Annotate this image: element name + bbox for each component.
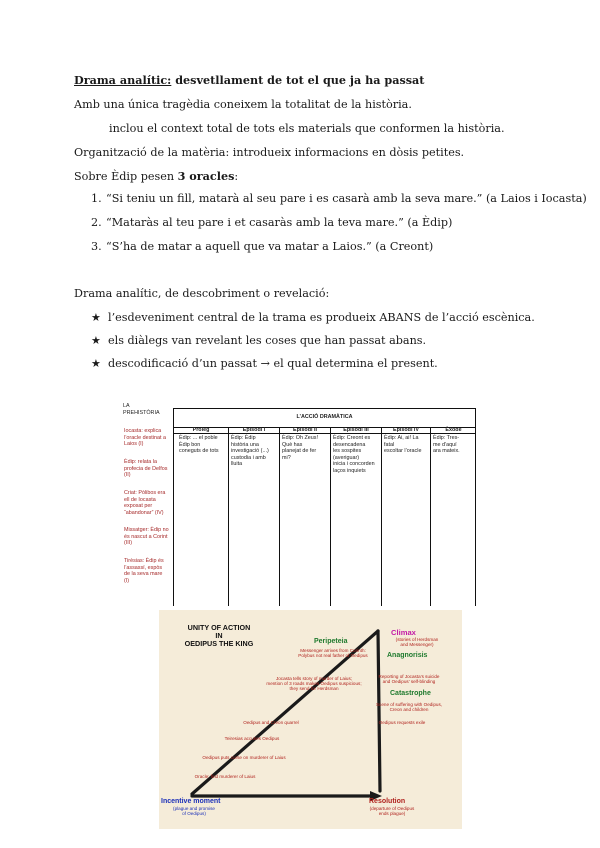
list-number: 2. <box>91 216 102 229</box>
list-text: “Si teniu un fill, matarà al seu pare i es casarà amb la seva mare.” (a Laios i Iocasta) <box>106 192 587 205</box>
paragraph-line-4 <box>74 169 238 183</box>
event-label: Oedipus requests exile <box>378 720 426 725</box>
catastrophe-label: Catastrophe <box>390 690 431 697</box>
peripeteia-note: Messenger arrives from Corinth: Polybus not real father of Oedipus <box>298 648 368 659</box>
list-text: descodificació d’un passat → el qual determina el present. <box>108 357 438 370</box>
list-text: l’esdeveniment central de la trama es produeix ABANS de l’acció escènica. <box>108 311 535 324</box>
paragraph-line-2: inclou el context total de tots els materials que conformen la història. <box>109 122 505 135</box>
line4-colon: : <box>234 170 239 183</box>
table-column-header: Episodi III <box>343 427 369 433</box>
section-heading: Drama analític, de descobriment o revelació: <box>74 287 330 300</box>
event-label: Reporting of Jocasta’s suicide and Oedipus’ self-blinding <box>378 674 440 685</box>
list-number: 3. <box>91 240 102 253</box>
star-icon: ★ <box>91 311 101 324</box>
table-column-header: Pròleg <box>192 427 210 433</box>
table-cell: Missatger: Èdip no és nascut a Corint (III) <box>124 527 169 547</box>
table-cell: Èdip: Tres- me d’aquí ara mateix. <box>433 435 460 455</box>
table-divider <box>228 427 229 606</box>
list-text: “Mataràs al teu pare i et casaràs amb la teva mare.” (a Èdip) <box>106 216 453 229</box>
event-label: Oracle: find murderer of Laius <box>194 774 256 779</box>
table-cell: Iocasta: explica l’oracle destinat a Laios (I) <box>124 428 166 448</box>
structure-table <box>121 401 476 606</box>
table-column-header: Episodi IV <box>392 427 420 433</box>
table-divider <box>381 427 382 606</box>
peripeteia-label: Peripeteia <box>314 638 348 645</box>
table-divider <box>173 408 476 409</box>
event-label: Oedipus puts curse on murderer of Laius <box>202 755 286 760</box>
line4-text: Sobre Èdip pesen <box>74 170 178 183</box>
resolution-label: Resolution <box>369 798 406 805</box>
table-column-header: Episodi II <box>293 427 317 433</box>
table-column-header: Èxode <box>445 427 462 433</box>
incentive-moment-label: Incentive moment <box>161 798 221 805</box>
table-cell: Èdip: Oh Zeus! Què has planejat de fer mi? <box>282 435 318 461</box>
event-label: Jocasta tells story of murder of Laius; mention of 3 roads makes Oedipus suspicious; they send for Herdsman <box>266 676 362 692</box>
diagram-title: UNITY OF ACTION IN OEDIPUS THE KING <box>184 623 254 649</box>
paragraph-line-1: Amb una única tragèdia coneixem la totalitat de la història. <box>74 98 412 111</box>
event-label: Oedipus and Creon quarrel <box>243 720 299 725</box>
table-cell: Èdip: relata la profecia de Delfos (II) <box>124 459 168 479</box>
climax-label: Climax <box>391 628 416 637</box>
incentive-moment-note: (plague and promise of Oedipus) <box>173 806 215 817</box>
list-text: “S’ha de matar a aquell que va matar a Laios.” (a Creont) <box>106 240 434 253</box>
list-text: els diàlegs van revelant les coses que han passat abans. <box>108 334 427 347</box>
table-cell: Èdip: Ai, ai! La fatal escoltar l’oracle <box>384 435 422 455</box>
table-column-header: Episodi I <box>242 427 266 433</box>
table-divider <box>279 427 280 606</box>
paragraph-line-3: Organització de la matèria: introdueix informacions en dòsis petites. <box>74 146 465 159</box>
title-rest: desvetllament de tot el que ja ha passat <box>171 73 425 87</box>
resolution-note: (departure of Oedipus ends plague) <box>369 806 415 817</box>
table-divider <box>330 427 331 606</box>
title-underlined: Drama analític: <box>74 73 172 87</box>
table-cell: Èdip: Creont es desencadena les sospites (averiguar) inicia i concorden laços inquiets <box>333 435 375 474</box>
table-cell: Èdip: ... el poble Èdip bon coneguts de tots <box>179 435 219 455</box>
table-cell: Criat: Pòlibos era ell de Iocasta exposat per “abandonar” (IV) <box>124 490 166 516</box>
event-label: Teiresias accuses Oedipus <box>224 736 280 741</box>
table-divider <box>430 427 431 606</box>
event-label: Scene of suffering with Oedipus, Creon and children <box>375 702 443 713</box>
table-header-action: L’ACCIÓ DRAMÀTICA <box>296 414 353 420</box>
list-number: 1. <box>91 192 102 205</box>
line4-bold: 3 oracles <box>177 169 235 183</box>
star-icon: ★ <box>91 334 101 347</box>
table-divider <box>475 408 476 606</box>
table-divider <box>173 408 174 606</box>
unity-of-action-diagram <box>159 610 462 829</box>
anagnorisis-label: Anagnorisis <box>387 652 428 659</box>
climax-note: (stories of Herdsman and Messenger) <box>395 637 439 648</box>
table-cell: Èdip: Èdip història una investigació (...) custodia i amb lluita <box>231 435 269 468</box>
table-cell: Tirèsias: Èdip és l’assassí, espòs de la seva mare (I) <box>124 558 164 584</box>
page-title <box>74 73 424 87</box>
table-header-prehistory: LA PREHISTÒRIA <box>123 403 160 416</box>
star-icon: ★ <box>91 357 101 370</box>
